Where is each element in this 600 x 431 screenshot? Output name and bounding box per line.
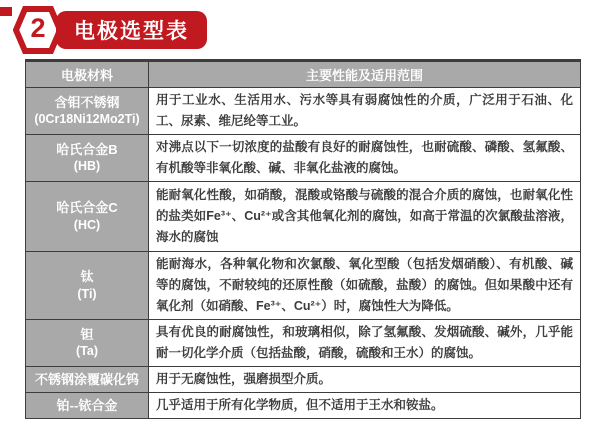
- column-header-material: 电极材料: [26, 61, 149, 88]
- description-cell: 能耐海水，各种氧化物和次氯酸、氧化型酸（包括发烟硝酸）、有机酸、碱等的腐蚀，不耐较纯的还原性酸（如硫酸，盐酸）的腐蚀。但如果酸中还有氧化剂（如硝酸、Fe³⁺、Cu²⁺）时，腐蚀性大为降低。: [149, 252, 581, 320]
- description-cell: 对沸点以下一切浓度的盐酸有良好的耐腐蚀性，也耐硫酸、磷酸、氢氟酸、有机酸等非氧化酸、碱、非氧化盐液的腐蚀。: [149, 135, 581, 182]
- material-name: 含钼不锈钢: [54, 94, 120, 110]
- material-code: (HC): [73, 217, 101, 232]
- corner-decoration: [0, 7, 12, 16]
- material-code: (0Cr18Ni12Mo2Ti): [34, 112, 140, 127]
- material-name: 铂--铱合金: [56, 397, 118, 413]
- electrode-selection-table: [25, 59, 581, 419]
- table-row: [26, 393, 581, 419]
- material-cell: [26, 182, 149, 252]
- material-name: 钽: [80, 326, 94, 342]
- material-cell: [26, 393, 149, 419]
- page-banner: [0, 0, 600, 56]
- page-title: 电极选型表: [74, 20, 189, 43]
- table-row: [26, 367, 581, 393]
- material-cell: [26, 252, 149, 320]
- table-row: [26, 182, 581, 252]
- description-cell: 用于无腐蚀性，强磨损型介质。: [149, 367, 581, 393]
- description-cell: 用于工业水、生活用水、污水等具有弱腐蚀性的介质，广泛用于石油、化工、尿素、维尼纶等工业。: [149, 88, 581, 135]
- material-name: 哈氏合金B: [56, 141, 118, 157]
- material-cell: [26, 367, 149, 393]
- material-name: 钛: [80, 269, 94, 285]
- description-cell: 能耐氧化性酸，如硝酸，混酸或铬酸与硫酸的混合介质的腐蚀，也耐氧化性的盐类如Fe³⁺、Cu²⁺或含其他氧化剂的腐蚀，如高于常温的次氯酸盐溶液，海水的腐蚀: [149, 182, 581, 252]
- material-name: 不锈钢涂覆碳化钨: [34, 371, 139, 387]
- material-cell: [26, 320, 149, 367]
- material-code: (Ta): [76, 344, 98, 359]
- table-row: [26, 252, 581, 320]
- page-title-pill: [56, 11, 207, 49]
- material-code: (Ti): [77, 286, 97, 301]
- material-cell: [26, 135, 149, 182]
- table-row: [26, 320, 581, 367]
- material-code: (HB): [73, 159, 101, 174]
- column-header-performance: 主要性能及适用范围: [149, 61, 581, 88]
- description-cell: 具有优良的耐腐蚀性，和玻璃相似，除了氢氟酸、发烟硫酸、碱外，几乎能耐一切化学介质（包括盐酸，硝酸，硫酸和王水）的腐蚀。: [149, 320, 581, 367]
- table-header-row: [26, 61, 581, 88]
- material-name: 哈氏合金C: [56, 200, 118, 216]
- material-cell: [26, 88, 149, 135]
- description-cell: 几乎适用于所有化学物质，但不适用于王水和铵盐。: [149, 393, 581, 419]
- section-number: 2: [30, 13, 46, 43]
- table-row: [26, 88, 581, 135]
- table-row: [26, 135, 581, 182]
